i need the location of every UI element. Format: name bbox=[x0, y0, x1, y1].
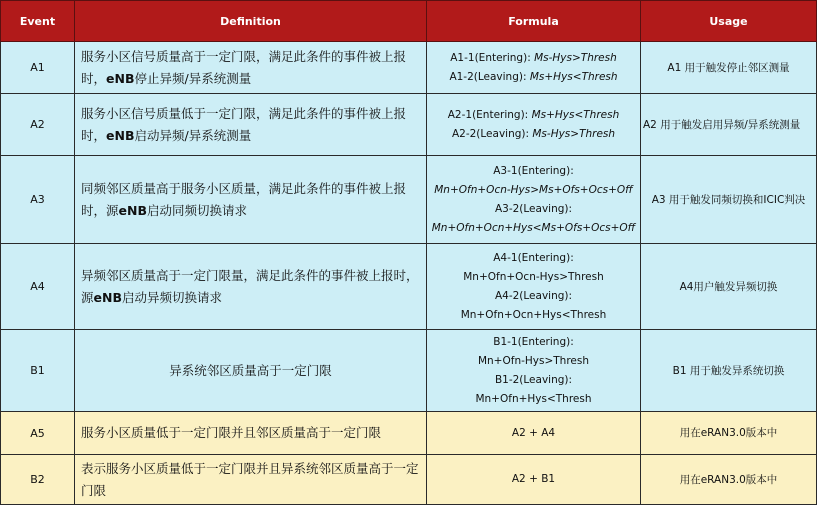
definition-text: 服务小区信号质量高于一定门限，满足此条件的事件被上报时， bbox=[81, 48, 407, 86]
formula-cell: A2 + B1 bbox=[427, 455, 641, 505]
definition-cell bbox=[75, 156, 427, 244]
usage-cell: A4用户触发异频切换 bbox=[641, 244, 817, 330]
header-formula: Formula bbox=[427, 1, 641, 42]
definition-bold: eNB bbox=[106, 127, 135, 143]
formula-label: B1-1(Entering): bbox=[493, 335, 574, 348]
definition-cell bbox=[75, 244, 427, 330]
formula-expression: Ms+Hys<Thresh bbox=[529, 70, 618, 83]
usage-cell: 用在eRAN3.0版本中 bbox=[641, 412, 817, 455]
table-row bbox=[1, 455, 817, 505]
header-event: Event bbox=[1, 1, 75, 42]
formula-expression: Mn+Ofn+Hys<Thresh bbox=[475, 392, 592, 405]
formula-expression: Ms-Hys>Thresh bbox=[532, 127, 616, 140]
usage-cell: A3 用于触发同频切换和ICIC判决 bbox=[641, 156, 817, 244]
usage-cell: B1 用于触发异系统切换 bbox=[641, 330, 817, 412]
definition-bold: eNB bbox=[106, 70, 135, 86]
definition-bold: eNB bbox=[93, 289, 122, 305]
formula-label: A4-2(Leaving): bbox=[494, 289, 573, 302]
formula-label: A3-2(Leaving): bbox=[494, 202, 573, 215]
formula-cell bbox=[427, 94, 641, 156]
header-usage: Usage bbox=[641, 1, 817, 42]
definition-text: 服务小区信号质量低于一定门限，满足此条件的事件被上报时， bbox=[81, 105, 407, 143]
formula-label: A3-1(Entering): bbox=[493, 164, 574, 177]
formula-expression: Mn+Ofn+Ocn-Hys>Ms+Ofs+Ocs+Off bbox=[434, 183, 633, 196]
event-cell: A1 bbox=[1, 42, 75, 94]
event-cell: A3 bbox=[1, 156, 75, 244]
formula-label: A1-2(Leaving): bbox=[449, 70, 530, 83]
definition-text-end: 启动同频切换请求 bbox=[146, 202, 247, 218]
definition-text: 同频邻区质量高于服务小区质量，满足此条件的事件被上报时，源 bbox=[81, 180, 407, 218]
formula-expression: Mn+Ofn+Ocn+Hys<Thresh bbox=[460, 308, 607, 321]
definition-text-end: 启动异频/异系统测量 bbox=[134, 127, 252, 143]
table-header-row bbox=[1, 1, 817, 42]
formula-cell: A2 + A4 bbox=[427, 412, 641, 455]
definition-cell: 服务小区质量低于一定门限并且邻区质量高于一定门限 bbox=[75, 412, 427, 455]
usage-cell: A1 用于触发停止邻区测量 bbox=[641, 42, 817, 94]
definition-cell: 表示服务小区质量低于一定门限并且异系统邻区质量高于一定门限 bbox=[75, 455, 427, 505]
formula-expression: Ms+Hys<Thresh bbox=[531, 108, 620, 121]
definition-text-end: 停止异频/异系统测量 bbox=[134, 70, 252, 86]
formula-expression: Mn+Ofn+Ocn-Hys>Thresh bbox=[463, 270, 604, 283]
definition-text-end: 启动异频切换请求 bbox=[121, 289, 222, 305]
formula-label: A2-1(Entering): bbox=[447, 108, 532, 121]
usage-cell: A2 用于触发启用异频/异系统测量 bbox=[641, 94, 817, 156]
definition-cell bbox=[75, 94, 427, 156]
formula-label: A2-2(Leaving): bbox=[451, 127, 533, 140]
event-cell: A2 bbox=[1, 94, 75, 156]
formula-cell bbox=[427, 42, 641, 94]
table-row bbox=[1, 412, 817, 455]
event-cell: B2 bbox=[1, 455, 75, 505]
usage-cell: 用在eRAN3.0版本中 bbox=[641, 455, 817, 505]
formula-expression: Mn+Ofn+Ocn+Hys<Ms+Ofs+Ocs+Off bbox=[431, 221, 636, 234]
event-cell: A4 bbox=[1, 244, 75, 330]
formula-label: A4-1(Entering): bbox=[493, 251, 574, 264]
table-row bbox=[1, 94, 817, 156]
event-cell: A5 bbox=[1, 412, 75, 455]
definition-text: 异频邻区质量高于一定门限量，满足此条件的事件被上报时，源 bbox=[81, 267, 419, 305]
table-row bbox=[1, 42, 817, 94]
formula-cell bbox=[427, 330, 641, 412]
definition-cell bbox=[75, 42, 427, 94]
table-row bbox=[1, 330, 817, 412]
definition-bold: eNB bbox=[118, 202, 147, 218]
formula-expression: Mn+Ofn-Hys>Thresh bbox=[477, 354, 590, 367]
formula-cell bbox=[427, 244, 641, 330]
table-row bbox=[1, 244, 817, 330]
header-definition: Definition bbox=[75, 1, 427, 42]
formula-label: B1-2(Leaving): bbox=[494, 373, 573, 386]
event-cell: B1 bbox=[1, 330, 75, 412]
formula-expression: Ms-Hys>Thresh bbox=[534, 51, 617, 64]
formula-cell bbox=[427, 156, 641, 244]
definition-cell: 异系统邻区质量高于一定门限 bbox=[75, 330, 427, 412]
formula-label: A1-1(Entering): bbox=[450, 51, 535, 64]
table-row bbox=[1, 156, 817, 244]
